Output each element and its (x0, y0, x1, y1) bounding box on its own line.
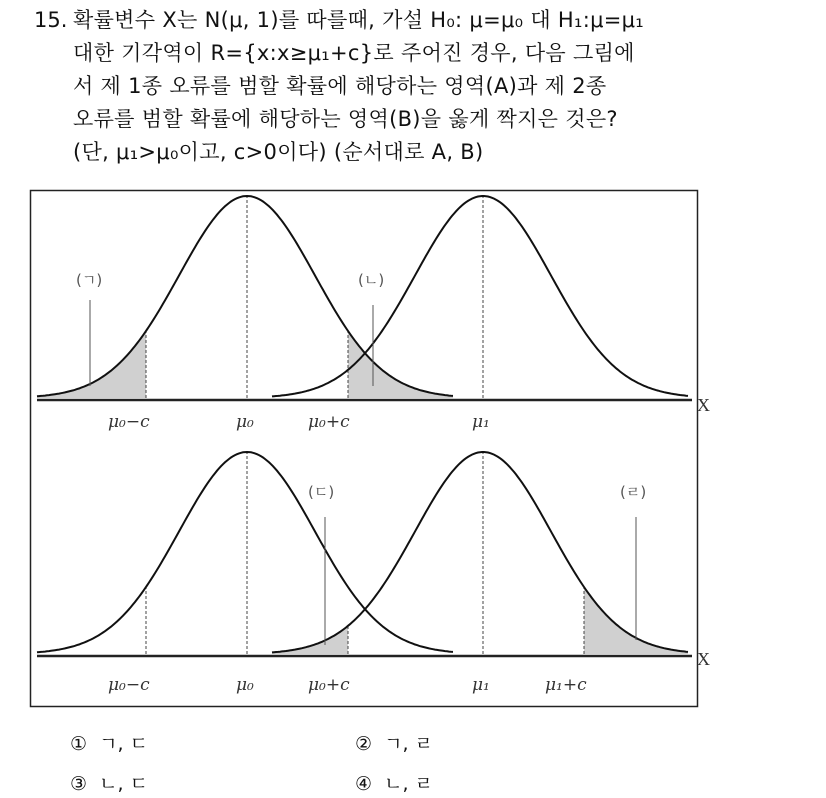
region-label-rieul: (ㄹ) (620, 483, 647, 501)
null-distribution-curve (37, 452, 453, 652)
question-line: (단, μ₁>μ₀이고, c>0이다) (순서대로 A, B) (73, 140, 484, 164)
tick-label-mu1-plus-c: μ₁+c (545, 675, 587, 695)
option-1[interactable] (70, 729, 148, 756)
option-text: ㄴ, ㄷ (99, 773, 148, 795)
option-mark: ① (70, 733, 88, 755)
option-3[interactable] (70, 769, 148, 796)
region-label-digeut: (ㄷ) (308, 483, 335, 501)
tick-label-mu0-plus-c: μ₀+c (308, 412, 350, 432)
option-text: ㄱ, ㄷ (99, 733, 148, 755)
question-line: 확률변수 X는 N(μ, 1)를 따를때, 가설 H₀: μ=μ₀ 대 H₁:μ=μ₁ (73, 8, 645, 32)
question-line: 서 제 1종 오류를 범할 확률에 해당하는 영역(A)과 제 2종 (73, 74, 607, 98)
tick-label-mu0: μ₀ (236, 412, 254, 432)
null-distribution-curve (37, 196, 453, 396)
axis-label-x: X (697, 395, 710, 415)
question-line: 오류를 범할 확률에 해당하는 영역(B)을 옳게 짝지은 것은? (73, 107, 618, 131)
option-4[interactable] (355, 769, 433, 796)
shaded-region-nieun (348, 331, 453, 398)
option-mark: ③ (70, 773, 88, 795)
tick-label-mu1: μ₁ (472, 412, 490, 432)
option-2[interactable] (355, 729, 433, 756)
axis-label-x: X (697, 649, 710, 669)
question-number: 15. (34, 8, 68, 32)
option-text: ㄴ, ㄹ (384, 773, 433, 795)
option-mark: ② (355, 733, 373, 755)
shaded-region-giyeok (37, 331, 146, 398)
tick-label-mu1: μ₁ (472, 675, 490, 695)
region-label-nieun: (ㄴ) (358, 271, 385, 289)
option-mark: ④ (355, 773, 373, 795)
option-text: ㄱ, ㄹ (384, 733, 433, 755)
tick-label-mu0: μ₀ (236, 675, 254, 695)
shaded-region-digeut (272, 626, 348, 654)
alternative-distribution-curve (272, 196, 688, 396)
tick-label-mu0-minus-c: μ₀−c (108, 675, 150, 695)
tick-label-mu0-minus-c: μ₀−c (108, 412, 150, 432)
question-line: 대한 기각역이 R={x:x≥μ₁+c}로 주어진 경우, 다음 그림에 (73, 41, 635, 65)
tick-label-mu0-plus-c: μ₀+c (308, 675, 350, 695)
region-label-giyeok: (ㄱ) (76, 271, 103, 289)
